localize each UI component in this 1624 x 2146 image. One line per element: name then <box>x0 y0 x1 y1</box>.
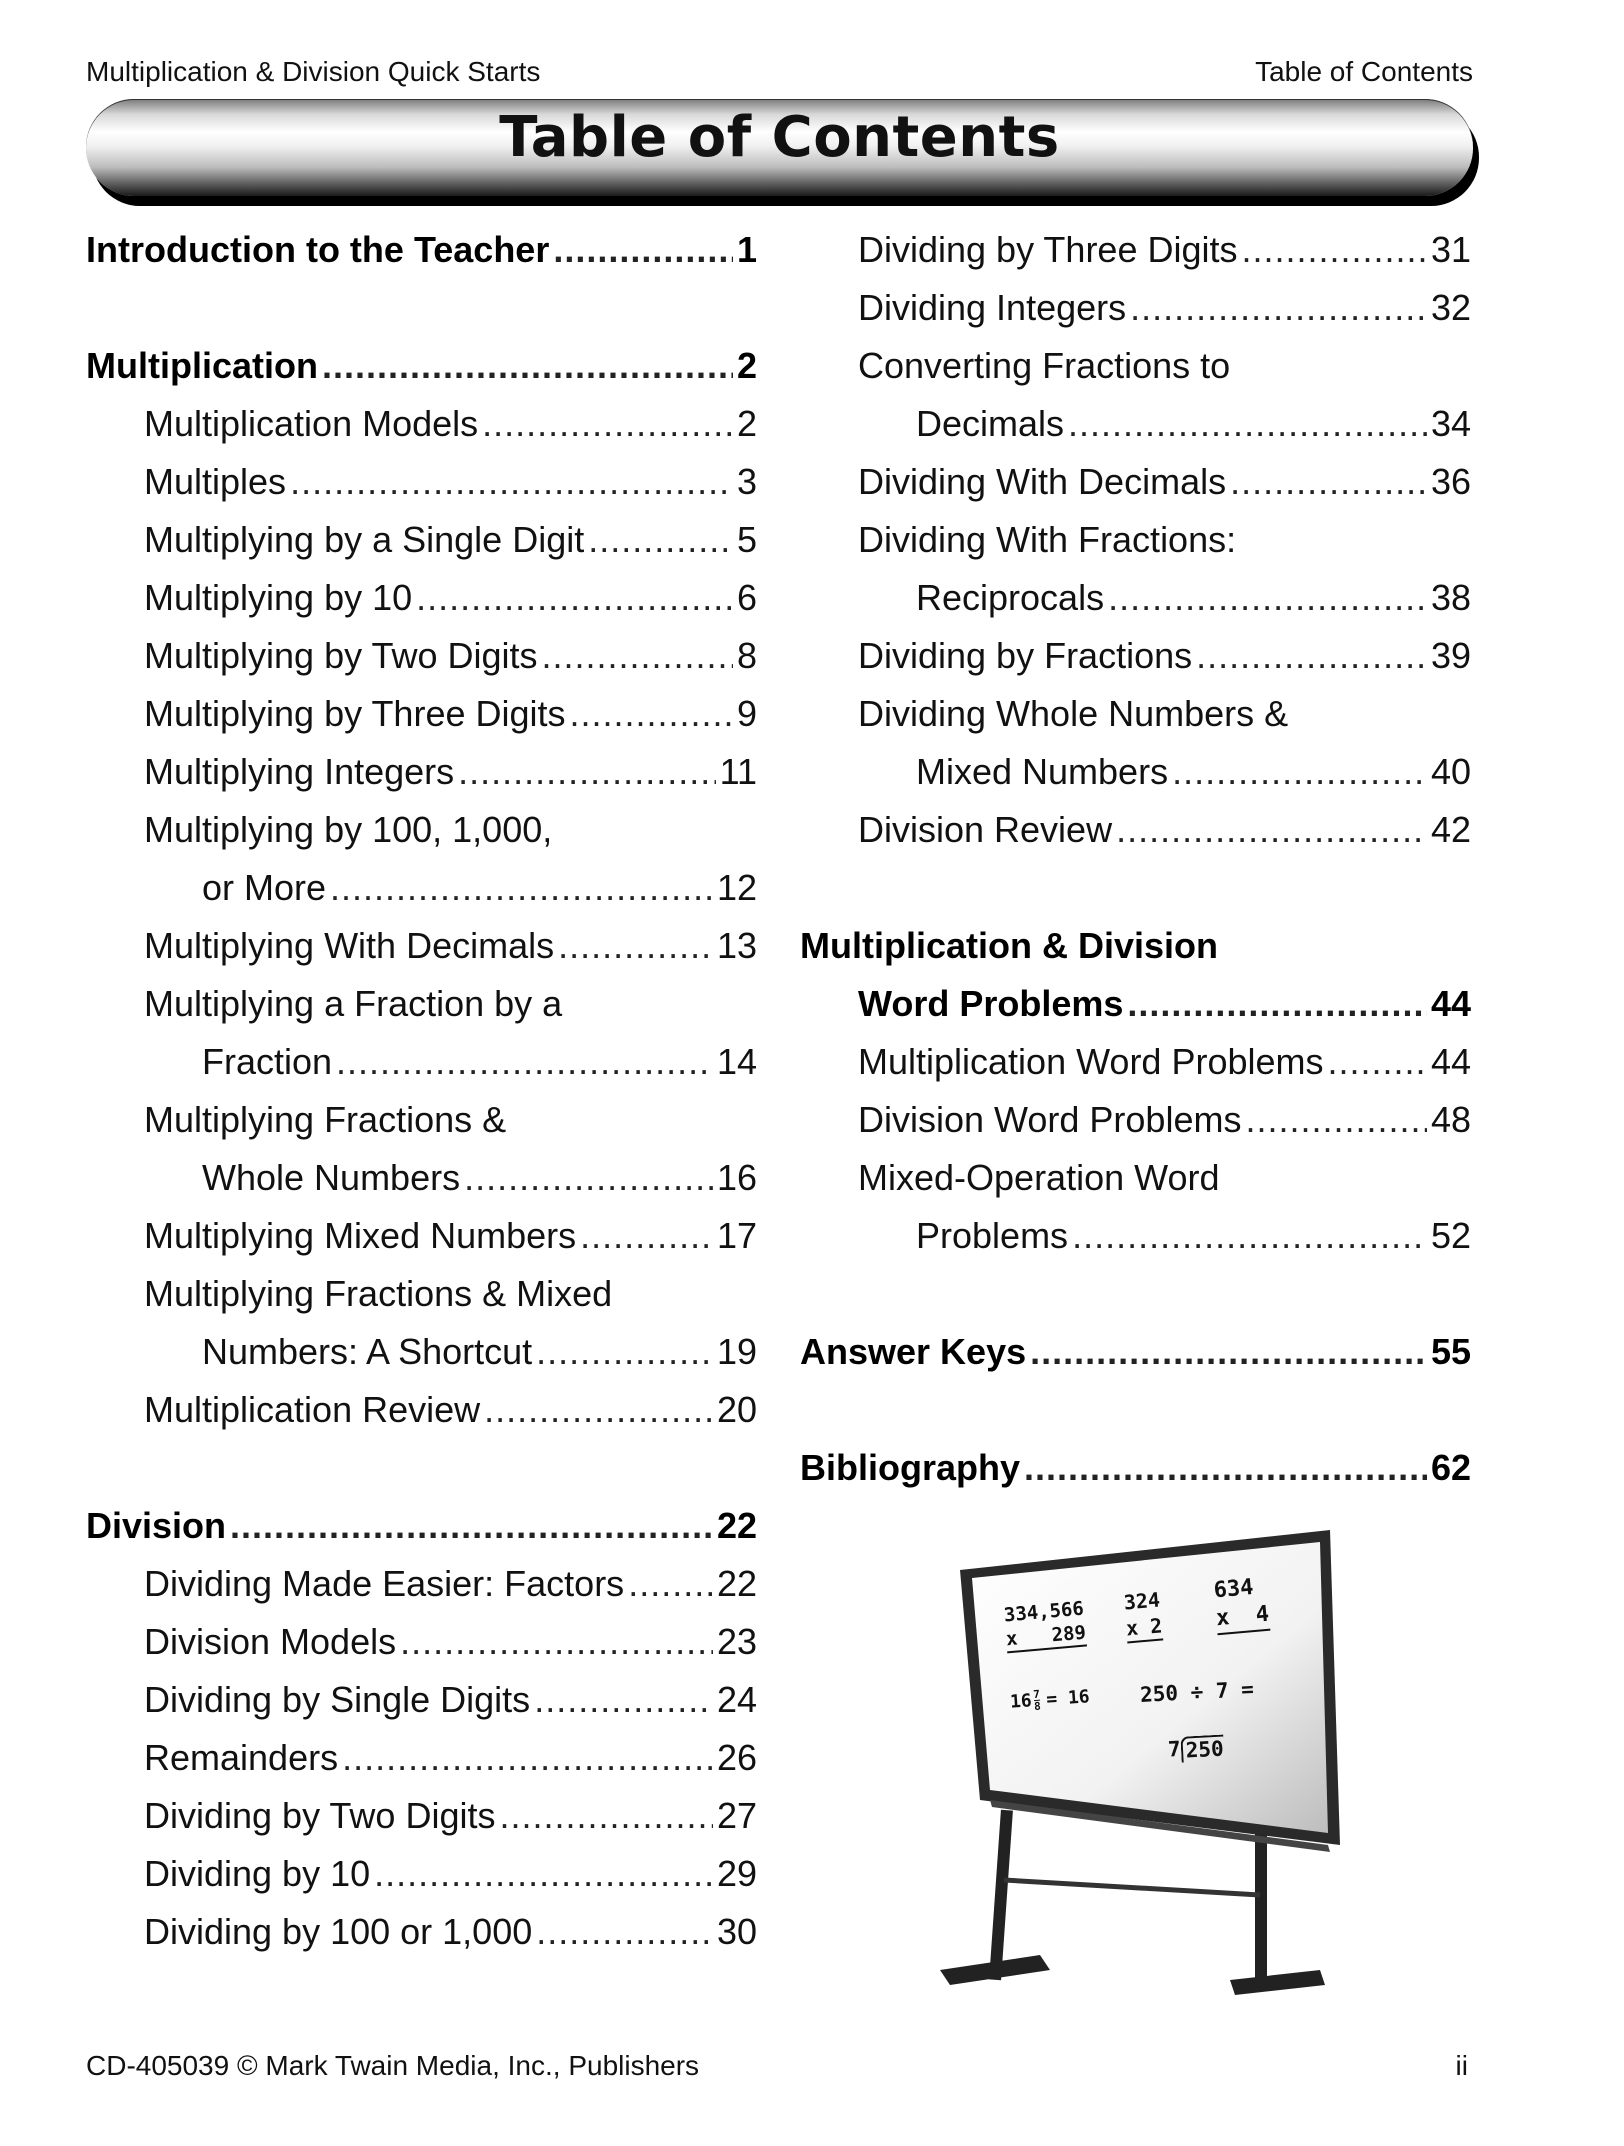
toc-leader-dots <box>482 395 733 453</box>
toc-entry <box>800 1207 1471 1265</box>
toc-entry-title: Division <box>86 1505 227 1546</box>
toc-entry <box>86 569 757 627</box>
toc-entry-page: 22 <box>716 1563 757 1604</box>
header-section: Table of Contents <box>1255 56 1473 87</box>
toc-entry <box>86 1149 757 1207</box>
toc-leader-dots <box>416 569 733 627</box>
toc-entry <box>86 1729 757 1787</box>
toc-leader-dots <box>374 1845 713 1903</box>
board-problem6-dividend: 250 <box>1180 1735 1224 1763</box>
toc-leader-dots <box>1245 1091 1427 1149</box>
toc-entry <box>800 395 1471 453</box>
footer-publisher: CD-405039 © Mark Twain Media, Inc., Publishers <box>86 2050 700 2081</box>
toc-entry-page: 55 <box>1430 1331 1471 1372</box>
toc-entry <box>800 1091 1471 1149</box>
toc-leader-dots <box>1172 743 1427 801</box>
toc-entry <box>800 511 1471 569</box>
toc-entry-page: 27 <box>716 1795 757 1836</box>
toc-entry-page: 1 <box>736 229 757 270</box>
title-banner <box>86 99 1473 196</box>
toc-entry-page: 42 <box>1430 809 1471 850</box>
toc-entry-title: Dividing by 100 or 1,000 <box>144 1911 533 1952</box>
board-problem3-bottom: x 4 <box>1215 1601 1270 1636</box>
header-book-title: Multiplication & Division Quick Starts <box>86 56 541 87</box>
toc-entry-page: 44 <box>1430 1041 1471 1082</box>
toc-entry <box>800 279 1471 337</box>
toc-leader-dots <box>230 1497 713 1555</box>
toc-leader-dots <box>1072 1207 1427 1265</box>
toc-entry-page: 36 <box>1430 461 1471 502</box>
toc-entry <box>86 975 757 1033</box>
toc-entry-page: 44 <box>1430 983 1471 1024</box>
toc-entry <box>86 917 757 975</box>
toc-entry <box>86 1323 757 1381</box>
toc-entry <box>800 1439 1471 1497</box>
toc-entry <box>86 1787 757 1845</box>
toc-leader-dots <box>290 453 733 511</box>
page-title: Table of Contents <box>499 105 1060 170</box>
toc-entry-title: Division Models <box>144 1621 397 1662</box>
toc-entry-page: 62 <box>1430 1447 1471 1488</box>
toc-entry-page: 52 <box>1430 1215 1471 1256</box>
toc-entry-title: Multiplying Integers <box>144 751 455 792</box>
board-problem2-bottom: x 2 <box>1125 1612 1163 1643</box>
toc-leader-dots <box>484 1381 713 1439</box>
toc-entry-title: Dividing by Fractions <box>858 635 1193 676</box>
toc-entry-title: Whole Numbers <box>202 1157 461 1198</box>
toc-entry-title: Answer Keys <box>800 1331 1027 1372</box>
toc-entry-title: Multiplication & Division <box>800 925 1219 966</box>
toc-entry-page: 13 <box>716 925 757 966</box>
board-problem4-numerator: 7 <box>1032 1687 1041 1702</box>
toc-leader-dots <box>1024 1439 1427 1497</box>
toc-leader-dots <box>458 743 715 801</box>
toc-entry-title: Division Word Problems <box>858 1099 1242 1140</box>
toc-entry <box>86 1265 757 1323</box>
toc-entry-title: Multiplying Mixed Numbers <box>144 1215 577 1256</box>
toc-leader-dots <box>499 1787 712 1845</box>
toc-entry-page: 22 <box>716 1505 757 1546</box>
toc-entry-title: Multiplying a Fraction by a <box>144 983 563 1024</box>
toc-leader-dots <box>536 1903 713 1961</box>
toc-entry <box>86 743 757 801</box>
toc-entry <box>86 1381 757 1439</box>
toc-entry-title: Converting Fractions to <box>858 345 1231 386</box>
toc-spacer <box>800 1381 1471 1439</box>
toc-entry-title: Dividing by 10 <box>144 1853 371 1894</box>
toc-entry <box>86 511 757 569</box>
toc-entry <box>800 453 1471 511</box>
toc-entry-title: Bibliography <box>800 1447 1021 1488</box>
toc-entry <box>800 917 1471 975</box>
toc-entry-title: Remainders <box>144 1737 339 1778</box>
toc-entry <box>86 801 757 859</box>
toc-entry-title: Multiplying by Three Digits <box>144 693 566 734</box>
toc-entry-title: Multiples <box>144 461 287 502</box>
board-problem3-top: 634 <box>1212 1574 1255 1604</box>
toc-right-column <box>800 221 1471 1497</box>
toc-entry-page: 40 <box>1430 751 1471 792</box>
toc-leader-dots <box>1068 395 1427 453</box>
toc-spacer <box>800 1265 1471 1323</box>
toc-entry <box>86 1091 757 1149</box>
toc-entry <box>86 1845 757 1903</box>
toc-entry-page: 2 <box>736 403 757 444</box>
toc-entry-page: 26 <box>716 1737 757 1778</box>
toc-entry <box>800 1323 1471 1381</box>
toc-leader-dots <box>542 627 733 685</box>
toc-entry-page: 24 <box>716 1679 757 1720</box>
toc-leader-dots <box>588 511 733 569</box>
toc-entry-title: Multiplication Review <box>144 1389 481 1430</box>
toc-leader-dots <box>1328 1033 1427 1091</box>
toc-leader-dots <box>1030 1323 1427 1381</box>
toc-entry-title: or More <box>202 867 327 908</box>
toc-entry-title: Multiplying With Decimals <box>144 925 555 966</box>
toc-entry <box>86 453 757 511</box>
toc-entry-title: Multiplying by a Single Digit <box>144 519 585 560</box>
board-problem5: 250 ÷ 7 = <box>1139 1677 1255 1707</box>
toc-entry-title: Introduction to the Teacher <box>86 229 550 270</box>
toc-leader-dots <box>1242 221 1427 279</box>
toc-entry-page: 34 <box>1430 403 1471 444</box>
toc-leader-dots <box>322 337 733 395</box>
toc-entry-page: 48 <box>1430 1099 1471 1140</box>
toc-entry-title: Dividing Integers <box>858 287 1127 328</box>
board-problem1-top: 334,566 <box>1003 1597 1085 1627</box>
board-problems <box>900 1500 1360 2030</box>
toc-entry <box>86 1903 757 1961</box>
toc-entry <box>800 1033 1471 1091</box>
toc-entry <box>86 395 757 453</box>
toc-entry-title: Multiplying by 10 <box>144 577 413 618</box>
toc-entry-page: 29 <box>716 1853 757 1894</box>
toc-entry-page: 30 <box>716 1911 757 1952</box>
toc-left-column <box>86 221 757 1961</box>
toc-entry <box>800 801 1471 859</box>
toc-entry-page: 39 <box>1430 635 1471 676</box>
toc-entry-page: 9 <box>736 693 757 734</box>
toc-leader-dots <box>1130 279 1427 337</box>
toc-entry-title: Multiplication Models <box>144 403 479 444</box>
board-problem6-divisor: 7 <box>1167 1736 1182 1762</box>
toc-leader-dots <box>580 1207 713 1265</box>
toc-entry-page: 2 <box>736 345 757 386</box>
toc-leader-dots <box>570 685 733 743</box>
board-problem4-rest: = 16 <box>1045 1686 1091 1711</box>
toc-leader-dots <box>628 1555 713 1613</box>
toc-entry <box>86 1555 757 1613</box>
footer-page-number: ii <box>1455 2050 1468 2081</box>
toc-entry <box>86 1671 757 1729</box>
toc-entry-page: 5 <box>736 519 757 560</box>
toc-entry-page: 17 <box>716 1215 757 1256</box>
toc-leader-dots <box>330 859 713 917</box>
toc-entry-title: Multiplying Fractions & <box>144 1099 507 1140</box>
toc-entry-page: 38 <box>1430 577 1471 618</box>
toc-entry <box>800 685 1471 743</box>
toc-entry-title: Dividing With Decimals <box>858 461 1227 502</box>
toc-spacer <box>86 279 757 337</box>
toc-entry-title: Decimals <box>916 403 1065 444</box>
toc-entry <box>800 221 1471 279</box>
toc-entry <box>800 1149 1471 1207</box>
toc-entry-page: 20 <box>716 1389 757 1430</box>
toc-leader-dots <box>464 1149 713 1207</box>
toc-leader-dots <box>342 1729 713 1787</box>
toc-entry-page: 14 <box>716 1041 757 1082</box>
toc-entry <box>800 337 1471 395</box>
toc-entry-title: Dividing by Single Digits <box>144 1679 531 1720</box>
toc-entry-page: 12 <box>716 867 757 908</box>
toc-entry-title: Dividing With Fractions: <box>858 519 1237 560</box>
toc-entry-title: Dividing by Two Digits <box>144 1795 496 1836</box>
toc-entry-page: 8 <box>736 635 757 676</box>
toc-entry-title: Multiplying by 100, 1,000, <box>144 809 553 850</box>
toc-entry-page: 23 <box>716 1621 757 1662</box>
toc-entry-page: 3 <box>736 461 757 502</box>
board-problem1-bottom: x 289 <box>1005 1621 1087 1654</box>
toc-leader-dots <box>558 917 713 975</box>
toc-entry-title: Dividing Made Easier: Factors <box>144 1563 625 1604</box>
toc-entry-page: 11 <box>719 751 757 792</box>
toc-entry <box>86 1613 757 1671</box>
toc-entry-title: Mixed Numbers <box>916 751 1169 792</box>
toc-entry-title: Dividing Whole Numbers & <box>858 693 1289 734</box>
toc-spacer <box>800 859 1471 917</box>
toc-entry <box>86 1207 757 1265</box>
toc-entry-page: 31 <box>1430 229 1471 270</box>
toc-entry-title: Mixed-Operation Word <box>858 1157 1220 1198</box>
toc-entry-page: 19 <box>716 1331 757 1372</box>
toc-leader-dots <box>400 1613 713 1671</box>
toc-entry <box>800 627 1471 685</box>
toc-entry <box>800 975 1471 1033</box>
toc-entry <box>86 1033 757 1091</box>
toc-leader-dots <box>1230 453 1427 511</box>
toc-entry <box>86 337 757 395</box>
toc-entry-title: Division Review <box>858 809 1113 850</box>
toc-leader-dots <box>336 1033 713 1091</box>
toc-entry-title: Word Problems <box>858 983 1124 1024</box>
toc-entry-title: Multiplying Fractions & Mixed <box>144 1273 613 1314</box>
board-problem4-denominator: 8 <box>1033 1699 1042 1714</box>
toc-leader-dots <box>536 1323 713 1381</box>
board-problem2-top: 324 <box>1122 1587 1161 1615</box>
toc-entry-page: 16 <box>716 1157 757 1198</box>
toc-entry-title: Dividing by Three Digits <box>858 229 1238 270</box>
toc-entry <box>86 627 757 685</box>
toc-leader-dots <box>1196 627 1427 685</box>
whiteboard-illustration <box>900 1500 1360 2030</box>
toc-entry-title: Fraction <box>202 1041 333 1082</box>
board-problem4-whole: 16 <box>1009 1690 1033 1713</box>
toc-spacer <box>86 1439 757 1497</box>
toc-entry <box>86 1497 757 1555</box>
toc-entry-title: Problems <box>916 1215 1069 1256</box>
toc-entry <box>86 221 757 279</box>
toc-entry-title: Reciprocals <box>916 577 1105 618</box>
toc-entry-title: Multiplication Word Problems <box>858 1041 1324 1082</box>
toc-leader-dots <box>1127 975 1427 1033</box>
toc-leader-dots <box>534 1671 713 1729</box>
toc-entry-title: Multiplying by Two Digits <box>144 635 538 676</box>
toc-leader-dots <box>1108 569 1427 627</box>
toc-entry-page: 6 <box>736 577 757 618</box>
toc-entry <box>800 743 1471 801</box>
toc-entry <box>86 685 757 743</box>
toc-entry-title: Numbers: A Shortcut <box>202 1331 533 1372</box>
toc-entry-page: 32 <box>1430 287 1471 328</box>
toc-leader-dots <box>1116 801 1427 859</box>
toc-entry <box>800 569 1471 627</box>
toc-entry <box>86 859 757 917</box>
toc-leader-dots <box>553 221 733 279</box>
toc-entry-title: Multiplication <box>86 345 318 386</box>
